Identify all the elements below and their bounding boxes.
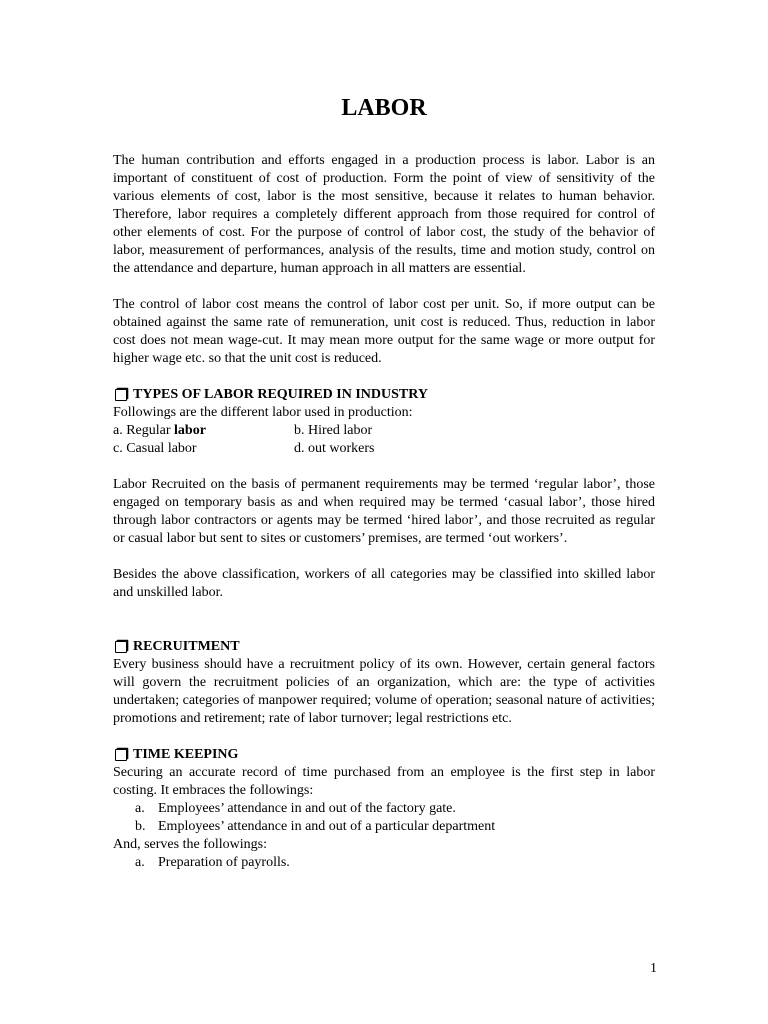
timekeeping-heading (113, 746, 655, 764)
types-paragraph-1: Labor Recruited on the basis of permanent requirements may be termed ‘regular labor’, those engaged on temporary basis as and when required may be termed ‘casual labor’, those hired through labor contractors or agents may be termed ‘hired labor’, and those recruited as regular or casual labor but sent to sites or customers’ premises, are termed ‘out workers’. (113, 477, 655, 546)
recruitment-heading (113, 638, 655, 656)
page-number: 1 (650, 961, 657, 976)
timekeeping-serves: And, serves the followings: (113, 837, 267, 852)
labor-type-d: d. out workers (294, 441, 375, 456)
labor-type-c: c. Casual labor (113, 441, 197, 456)
timekeeping-heading-text: TIME KEEPING (133, 747, 239, 762)
labor-types-grid (113, 422, 655, 458)
list-item: b. Employees’ attendance in and out of a particular department (135, 819, 496, 834)
intro-paragraph-2: The control of labor cost means the control of labor cost per unit. So, if more output can be obtained against the same rate of remuneration, unit cost is reduced. Thus, reduction in labor cost does not mean wage-cut. It may mean more output for the same wage or more output for higher wage etc. so that the unit cost is reduced. (113, 297, 655, 366)
timekeeping-list-1 (113, 800, 655, 836)
types-heading (113, 386, 655, 404)
labor-type-a: a. Regular labor (113, 423, 206, 438)
types-heading-text: TYPES OF LABOR REQUIRED IN INDUSTRY (133, 387, 428, 402)
checkbox-bullet-icon (115, 641, 127, 653)
timekeeping-list-2 (113, 854, 655, 872)
types-lead: Followings are the different labor used in production: (113, 405, 413, 420)
document-body (113, 152, 655, 872)
types-paragraph-2: Besides the above classification, workers of all categories may be classified into skilled labor and unskilled labor. (113, 567, 655, 600)
timekeeping-body: Securing an accurate record of time purchased from an employee is the first step in labor costing. It embraces the followings: (113, 765, 655, 798)
labor-type-b: b. Hired labor (294, 423, 373, 438)
list-item: a. Preparation of payrolls. (135, 855, 290, 870)
checkbox-bullet-icon (115, 389, 127, 401)
checkbox-bullet-icon (115, 749, 127, 761)
recruitment-heading-text: RECRUITMENT (133, 639, 240, 654)
page-title: LABOR (341, 95, 427, 121)
labor-type-a-bold: labor (174, 423, 206, 438)
list-item: a. Employees’ attendance in and out of the factory gate. (135, 801, 456, 816)
intro-paragraph-1: The human contribution and efforts engaged in a production process is labor. Labor is an important of constituent of cost of production. Form the point of view of sensitivity of the various elements of cost, labor is the most sensitive, because it relates to human behavior. Therefore, labor requires a completely different approach from those required for control of other elements of cost. For the purpose of control of labor cost, the study of the behavior of labor, measurement of performances, analysis of the results, time and motion study, control on the attendance and departure, human approach in all matters are essential. (113, 153, 655, 276)
recruitment-body: Every business should have a recruitment policy of its own. However, certain general factors will govern the recruitment policies of an organization, which are: the type of activities undertaken; categories of manpower required; volume of operation; seasonal nature of activities; promotions and retirement; rate of labor turnover; legal restrictions etc. (113, 657, 655, 726)
